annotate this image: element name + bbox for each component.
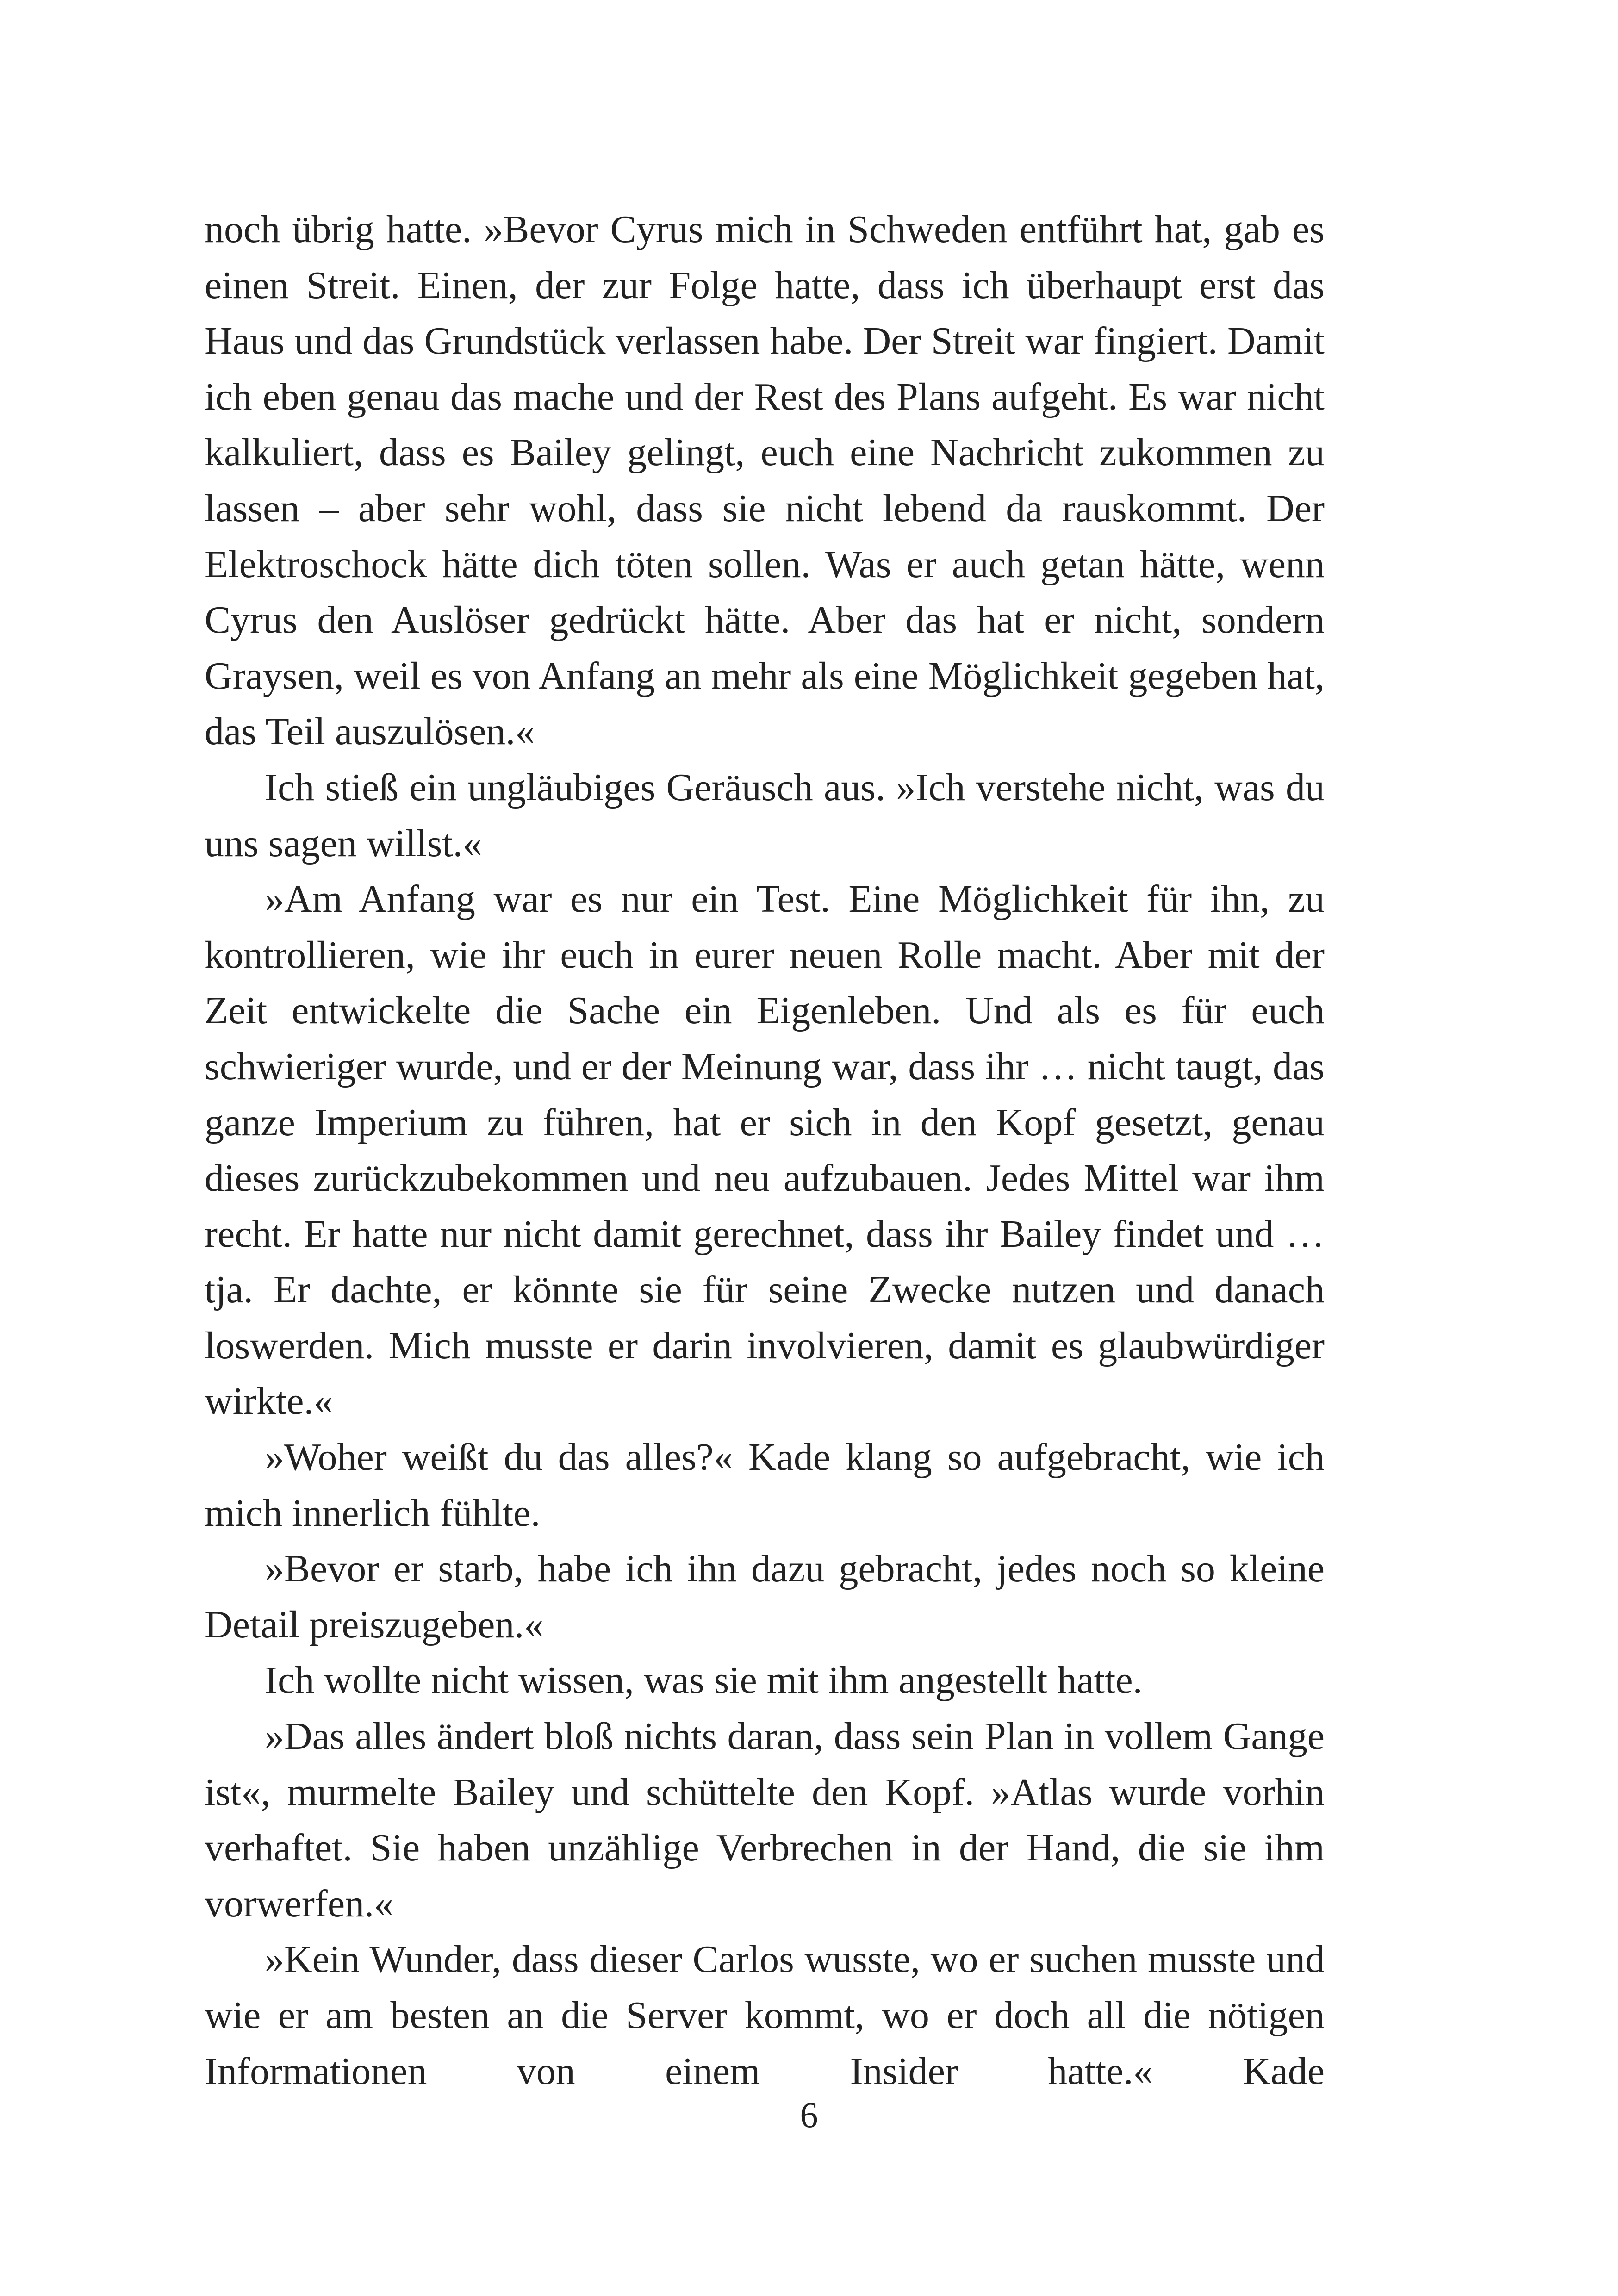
paragraph-4: »Woher weißt du das alles?« Kade klang so aufgebracht, wie ich mich innerlich fühlte.: [205, 1436, 1325, 1535]
paragraph-8: »Kein Wunder, dass dieser Carlos wusste, wo er suchen musste und wie er am besten an die Server kommt, wo er doch all die nötigen Informationen von einem Insider hatte.« Kade: [205, 1938, 1325, 2093]
paragraph-3: »Am Anfang war es nur ein Test. Eine Möglichkeit für ihn, zu kontrollieren, wie ihr euch in eurer neuen Rolle macht. Aber mit der Zeit entwickelte die Sache ein Eigenleben. Und als es für euch schwieriger wurde, und er der Meinung war, dass ihr … nicht taugt, das ganze Imperium zu führen, hat er sich in den Kopf gesetzt, genau dieses zurückzubekommen und neu aufzubauen. Jedes Mittel war ihm recht. Er hatte nur nicht damit gerechnet, dass ihr Bailey findet und … tja. Er dachte, er könnte sie für seine Zwecke nutzen und danach loswerden. Mich musste er darin involvieren, damit es glaubwürdiger wirkte.«: [205, 877, 1325, 1423]
page-body: [205, 202, 1325, 2099]
paragraph-2: Ich stieß ein ungläubiges Geräusch aus. »Ich verstehe nicht, was du uns sagen willst.«: [205, 765, 1325, 865]
page-number: 6: [800, 2095, 818, 2135]
paragraph-7: »Das alles ändert bloß nichts daran, dass sein Plan in vollem Gange ist«, murmelte Bailey und schüttelte den Kopf. »Atlas wurde vorhin verhaftet. Sie haben unzählige Verbrechen in der Hand, die sie ihm vorwerfen.«: [205, 1715, 1325, 1925]
paragraph-1: noch übrig hatte. »Bevor Cyrus mich in Schweden entführt hat, gab es einen Streit. Einen, der zur Folge hatte, dass ich überhaupt erst das Haus und das Grundstück verlassen habe. Der Streit war fingiert. Damit ich eben genau das mache und der Rest des Plans aufgeht. Es war nicht kalkuliert, dass es Bailey gelingt, euch eine Nachricht zukommen zu lassen – aber sehr wohl, dass sie nicht lebend da rauskommt. Der Elektroschock hätte dich töten sollen. Was er auch getan hätte, wenn Cyrus den Auslöser gedrückt hätte. Aber das hat er nicht, sondern Graysen, weil es von Anfang an mehr als eine Möglichkeit gegeben hat, das Teil auszulösen.«: [205, 208, 1325, 753]
paragraph-5: »Bevor er starb, habe ich ihn dazu gebracht, jedes noch so kleine Detail preiszugeben.«: [205, 1547, 1325, 1646]
paragraph-6: Ich wollte nicht wissen, was sie mit ihm angestellt hatte.: [265, 1659, 1143, 1702]
